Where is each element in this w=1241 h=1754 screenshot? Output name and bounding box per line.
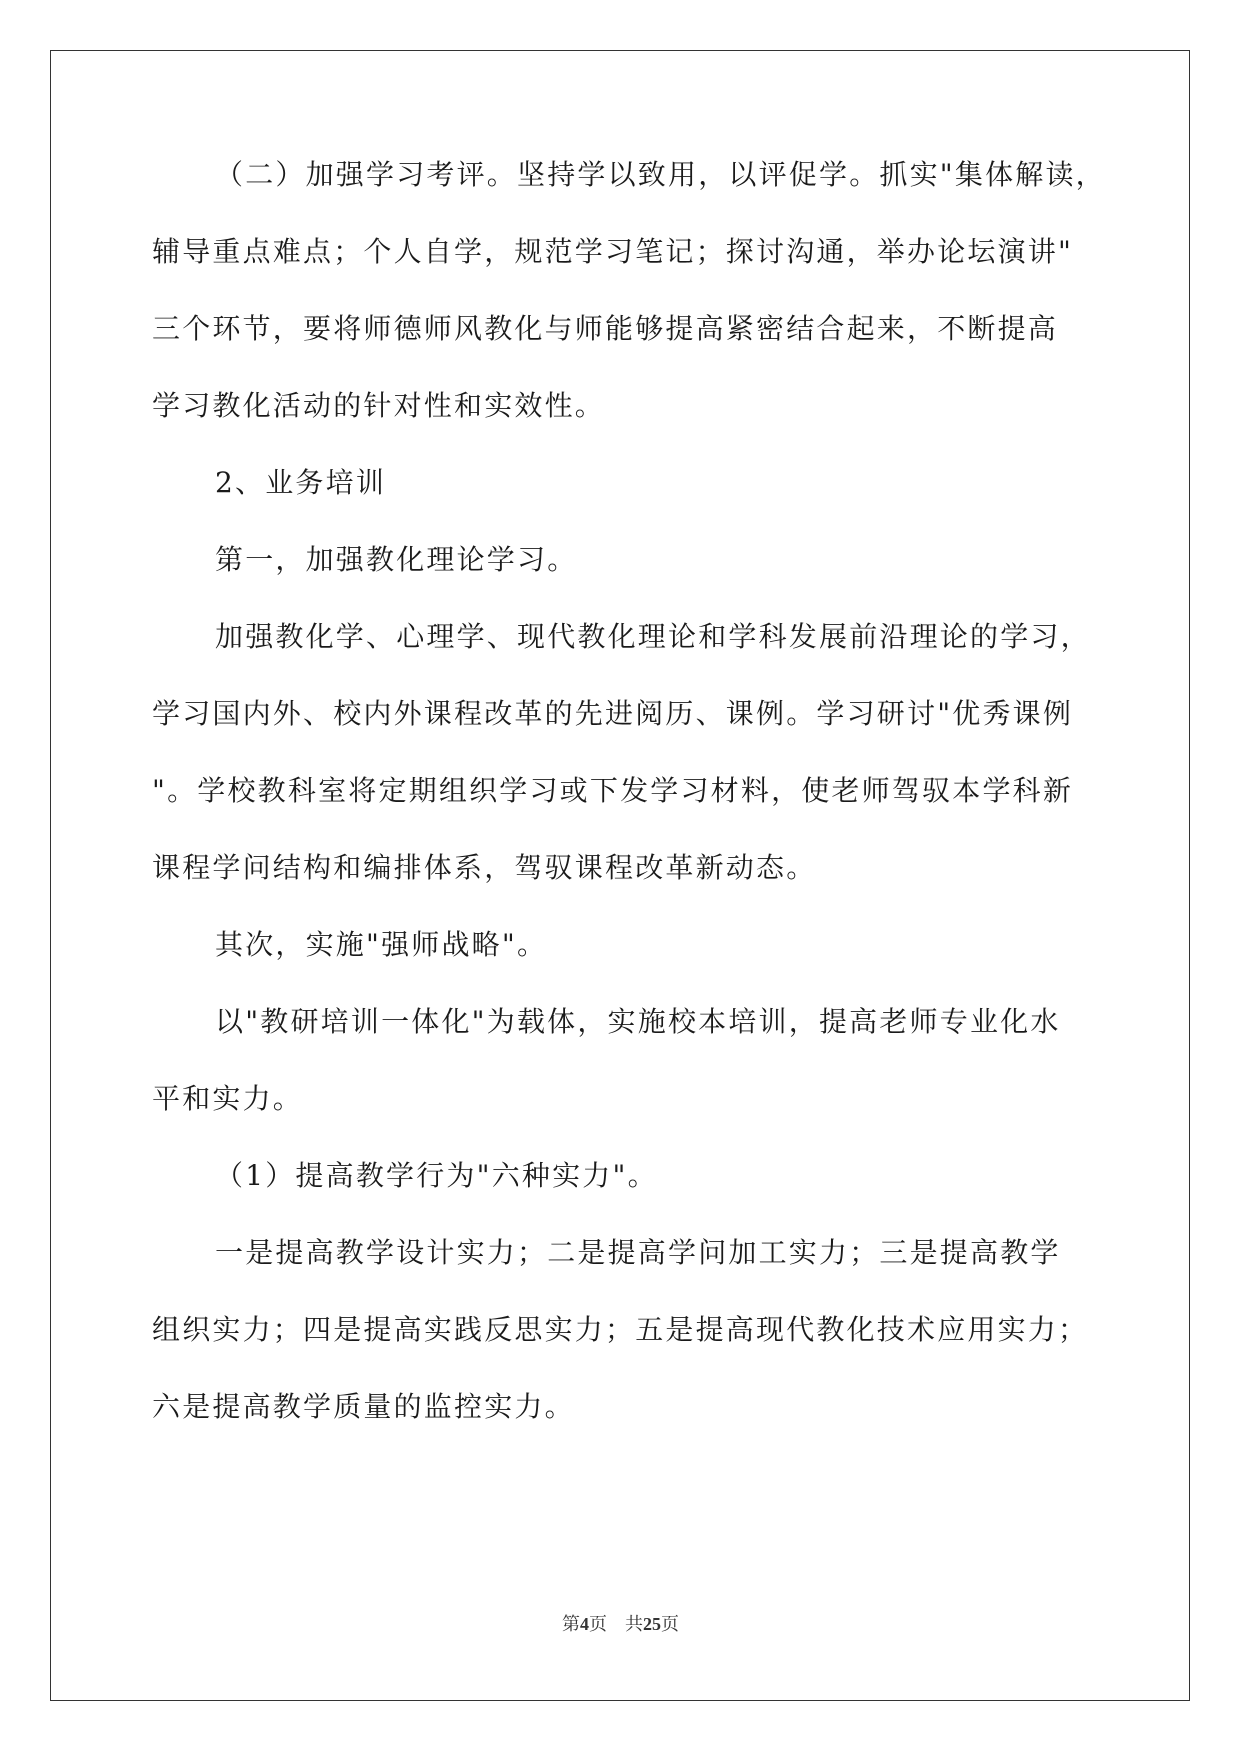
page-suffix: 页 — [661, 1614, 679, 1634]
paragraph-line: 组织实力；四是提高实践反思实力；五是提高现代教化技术应用实力； — [152, 1313, 1089, 1346]
paragraph-line: 一是提高教学设计实力；二是提高学问加工实力；三是提高教学 — [215, 1236, 1061, 1269]
paragraph-line: 其次，实施"强师战略"。 — [215, 928, 548, 961]
paragraph-line: 课程学问结构和编排体系，驾驭课程改革新动态。 — [152, 851, 817, 884]
paragraph-line: 六是提高教学质量的监控实力。 — [152, 1390, 575, 1423]
total-page-number: 25 — [643, 1614, 661, 1634]
paragraph-line: 学习教化活动的针对性和实效性。 — [152, 389, 606, 422]
paragraph-line: 平和实力。 — [152, 1082, 304, 1115]
paragraph-line: 三个环节，要将师德师风教化与师能够提高紧密结合起来，不断提高 — [152, 312, 1059, 345]
paragraph-line: 加强教化学、心理学、现代教化理论和学科发展前沿理论的学习， — [215, 620, 1091, 653]
paragraph-line: （1）提高教学行为"六种实力"。 — [215, 1159, 658, 1192]
page-mid: 页 共 — [589, 1614, 643, 1634]
page-prefix: 第 — [562, 1614, 580, 1634]
paragraph-line: 辅导重点难点；个人自学，规范学习笔记；探讨沟通，举办论坛演讲" — [152, 235, 1074, 268]
page-number-footer — [0, 1610, 1241, 1636]
paragraph-line: 以"教研培训一体化"为载体，实施校本培训，提高老师专业化水 — [215, 1005, 1061, 1038]
section-heading: 2、业务培训 — [215, 466, 387, 499]
paragraph-line: 第一，加强教化理论学习。 — [215, 543, 578, 576]
current-page-number: 4 — [580, 1614, 589, 1634]
paragraph-line: 学习国内外、校内外课程改革的先进阅历、课例。学习研讨"优秀课例 — [152, 697, 1074, 730]
paragraph-line: （二）加强学习考评。坚持学以致用，以评促学。抓实"集体解读， — [215, 158, 1106, 191]
paragraph-line: "。学校教科室将定期组织学习或下发学习材料，使老师驾驭本学科新 — [152, 774, 1074, 807]
